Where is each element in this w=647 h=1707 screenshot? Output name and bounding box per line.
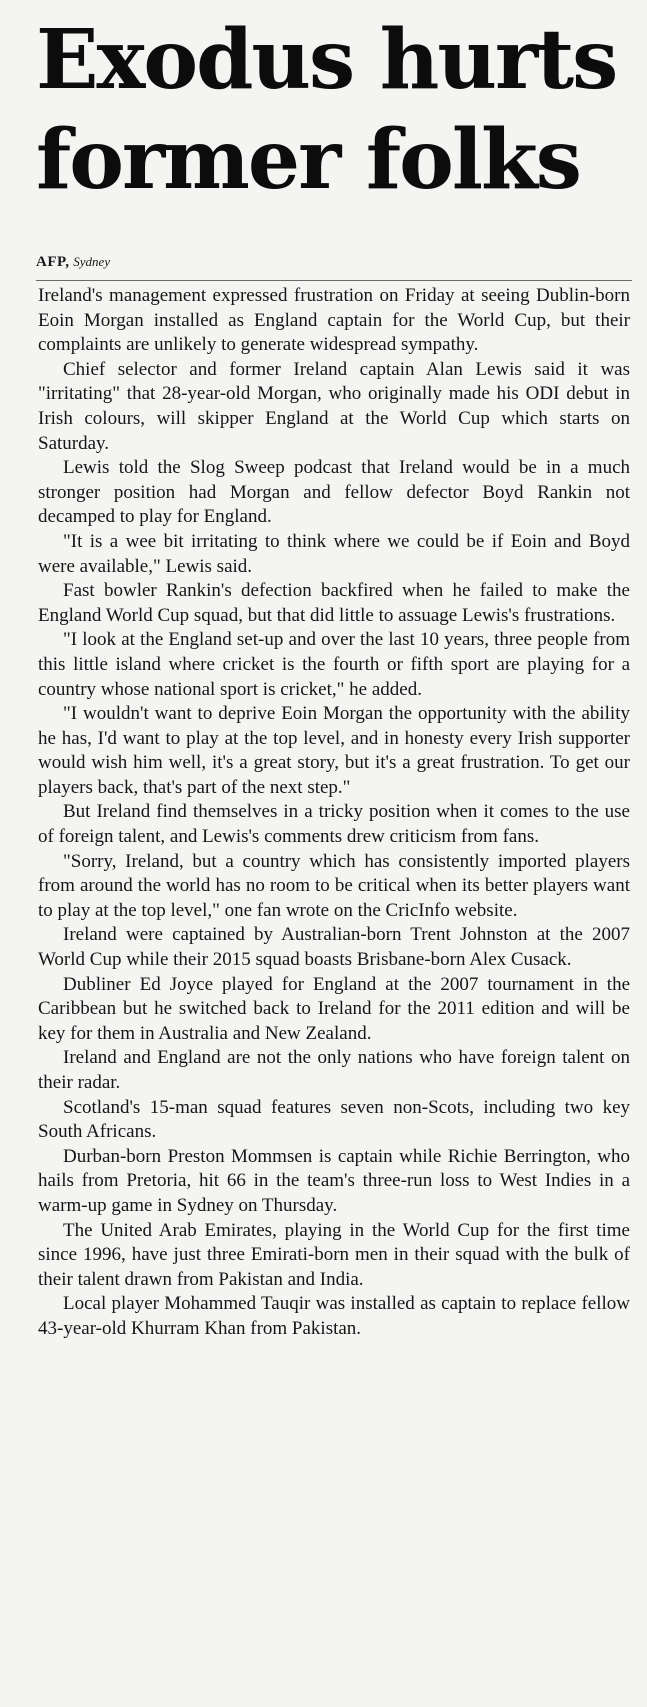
news-agency: AFP, [36,254,70,270]
paragraph: Fast bowler Rankin's defection backfired when he failed to make the England World Cup squad, but that did little to assuage Lewis's frustrations. [38,580,630,626]
paragraph: Chief selector and former Ireland captain Alan Lewis said it was "irritating" that 28-year-old Morgan, who originally made his ODI debut in Irish colours, will skipper England at the World Cup which starts on Saturday. [38,358,630,454]
paragraph: Scotland's 15-man squad features seven non-Scots, including two key South Africans. [38,1096,630,1143]
paragraph: Lewis told the Slog Sweep podcast that Ireland would be in a much stronger position had Morgan and fellow defector Boyd Rankin not decamped to play for England. [38,457,630,528]
dateline-place: Sydney [73,254,111,269]
paragraph: "I wouldn't want to deprive Eoin Morgan the opportunity with the ability he has, I'd want to play at the top level, and in honesty every Irish supporter would wish him well, it's a great story, but it's a great frustration. To get our players back, that's part of the next step." [38,703,630,798]
dateline [36,254,110,271]
paragraph: Ireland and England are not the only nations who have foreign talent on their radar. [38,1047,630,1093]
headline-line-2: former folks [36,112,580,208]
paragraph: Ireland were captained by Australian-born Trent Johnston at the 2007 World Cup while their 2015 squad boasts Brisbane-born Alex Cusack. [38,924,630,971]
paragraph: "Sorry, Ireland, but a country which has consistently imported players from around the world has no room to be critical when its better players want to play at the top level," one fan wrote on the CricInfo website. [38,850,630,921]
divider-rule [36,280,632,281]
paragraph: Dubliner Ed Joyce played for England at the 2007 tournament in the Caribbean but he switched back to Ireland for the 2011 edition and will be key for them in Australia and New Zealand. [38,973,630,1044]
paragraph: But Ireland find themselves in a tricky position when it comes to the use of foreign talent, and Lewis's comments drew criticism from fans. [38,801,630,848]
headline [36,10,636,210]
paragraph: "I look at the England set-up and over the last 10 years, three people from this little island where cricket is the fourth or fifth sport are playing for a country whose national sport is cricket," he added. [38,629,630,700]
headline-line-1: Exodus hurts [36,12,617,108]
paragraph: "It is a wee bit irritating to think where we could be if Eoin and Boyd were available," Lewis said. [38,530,630,577]
paragraph: Ireland's management expressed frustration on Friday at seeing Dublin-born Eoin Morgan installed as England captain for the World Cup, but their complaints are unlikely to generate widespread sympathy. [38,285,630,356]
article-body [38,284,630,1342]
paragraph: Local player Mohammed Tauqir was installed as captain to replace fellow 43-year-old Khurram Khan from Pakistan. [38,1293,630,1339]
paragraph: The United Arab Emirates, playing in the World Cup for the first time since 1996, have just three Emirati-born men in their squad with the bulk of their talent drawn from Pakistan and India. [38,1219,630,1290]
paragraph: Durban-born Preston Mommsen is captain while Richie Berrington, who hails from Pretoria, hit 66 in the team's three-run loss to West Indies in a warm-up game in Sydney on Thursday. [38,1145,630,1216]
